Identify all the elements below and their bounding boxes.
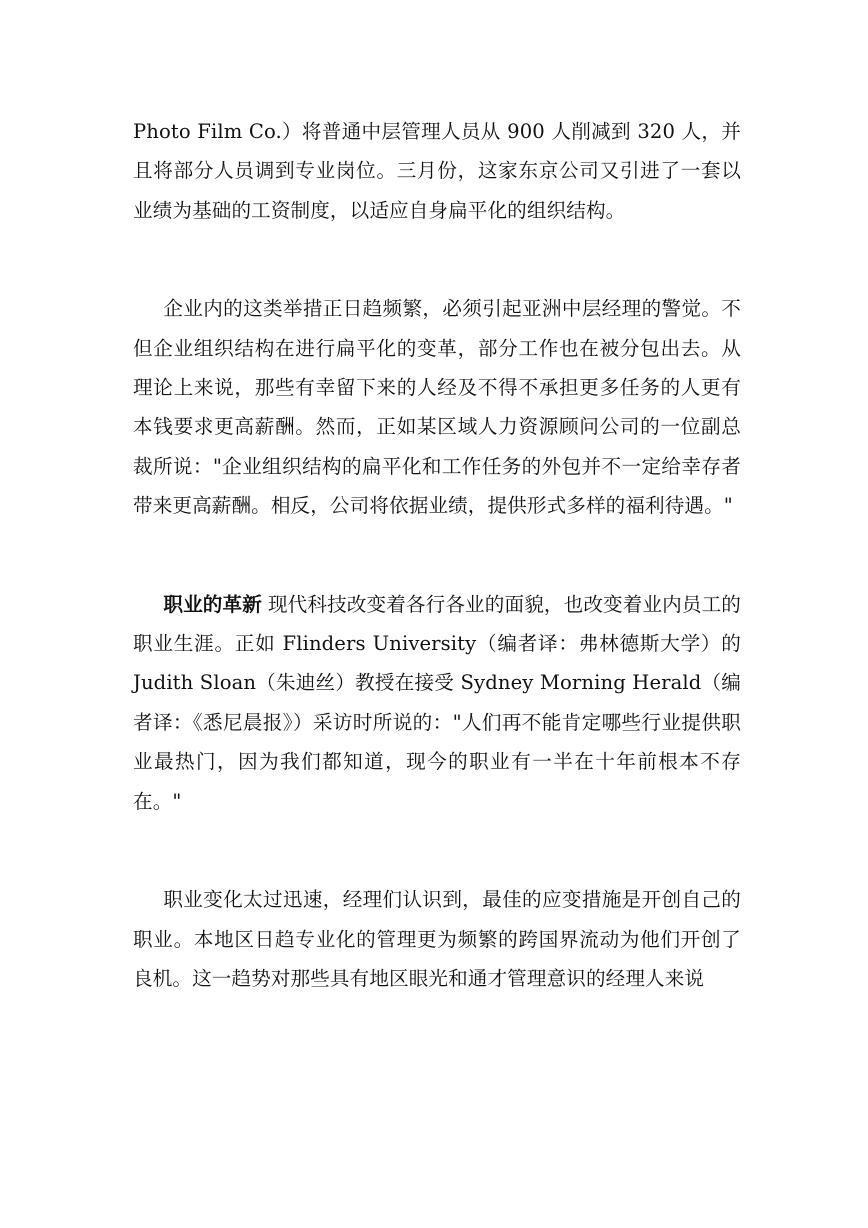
paragraph-1: Photo Film Co.）将普通中层管理人员从 900 人削减到 320 人，并且将部分人员调到专业岗位。三月份，这家东京公司又引进了一套以业绩为基础的工资制度，以适应自身扁平化的组织结构。 bbox=[133, 120, 741, 222]
paragraph-spacer bbox=[133, 230, 741, 289]
paragraph-3-text: 现代科技改变着各行各业的面貌，也改变着业内员工的职业生涯。正如 Flinders University（编者译：弗林德斯大学）的 Judith Sloan（朱迪丝）教授在接受 Sydney Morning Herald（编者译：《悉尼晨报》）采访时所说的："人们再不能肯定哪些行业提供职业最热门，因为我们都知道，现今的职业有一半在十年前根本不存在。" bbox=[133, 592, 741, 813]
paragraph-3 bbox=[133, 585, 741, 821]
paragraph-2: 企业内的这类举措正日趋频繁，必须引起亚洲中层经理的警觉。不但企业组织结构在进行扁平化的变革，部分工作也在被分包出去。从理论上来说，那些有幸留下来的人经及不得不承担更多任务的人更有本钱要求更高薪酬。然而，正如某区域人力资源顾问公司的一位副总裁所说："企业组织结构的扁平化和工作任务的外包并不一定给幸存者带来更高薪酬。相反，公司将依据业绩，提供形式多样的福利待遇。" bbox=[133, 297, 741, 518]
section-heading: 职业的革新 bbox=[163, 592, 262, 616]
paragraph-spacer bbox=[133, 526, 741, 585]
paragraph-4: 职业变化太过迅速，经理们认识到，最佳的应变措施是开创自己的职业。本地区日趋专业化的管理更为频繁的跨国界流动为他们开创了良机。这一趋势对那些具有地区眼光和通才管理意识的经理人来说 bbox=[133, 888, 741, 990]
paragraph-spacer bbox=[133, 821, 741, 880]
